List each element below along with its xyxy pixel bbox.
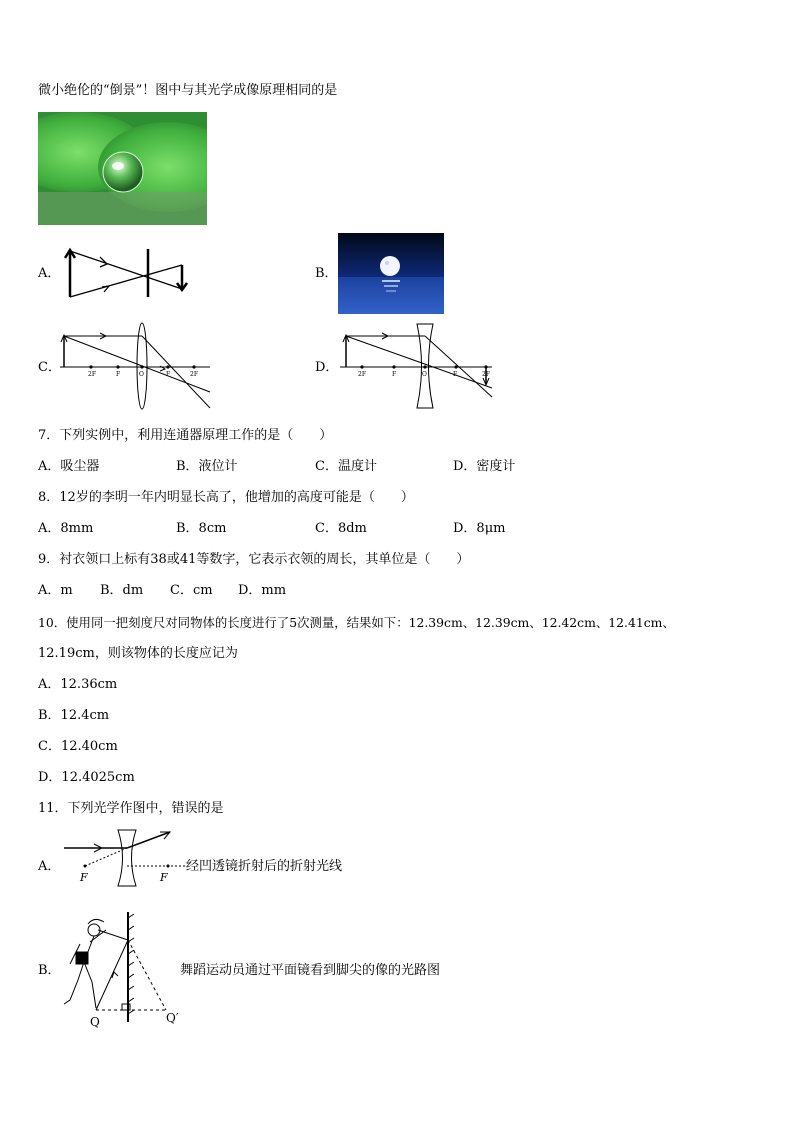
option-c-label: C． [38, 360, 61, 375]
q10-stem-line2: 12.19cm，则该物体的长度应记为 [38, 646, 238, 661]
q10-option-a: A．12.36cm [38, 677, 118, 692]
q11b-q: Q [90, 1015, 100, 1029]
option-b-label: B． [315, 266, 338, 281]
c-tick-f-left: F [116, 371, 121, 378]
q8-option-d: D．8μm [453, 521, 506, 536]
q9-option-b: B．dm [100, 583, 144, 598]
d-tick-2f-left: 2F [358, 371, 366, 378]
d-tick-o: O [422, 371, 427, 378]
q8-option-c: C．8dm [315, 521, 367, 536]
intro-question: 微小绝伦的“倒景”！图中与其光学成像原理相同的是 [38, 83, 338, 98]
c-tick-f-right: F [166, 371, 171, 378]
c-tick-2f-right: 2F [190, 371, 198, 378]
q10-option-d: D．12.4025cm [38, 770, 135, 785]
q9-option-c: C．cm [170, 583, 213, 598]
q11-option-b-label: B． [38, 963, 61, 978]
c-tick-2f-left: 2F [88, 371, 96, 378]
q7-option-a: A．吸尘器 [38, 459, 100, 474]
q10-option-c: C．12.40cm [38, 739, 118, 754]
q8-option-b: B．8cm [176, 521, 227, 536]
q7-option-c: C．温度计 [315, 459, 377, 474]
option-d-label: D． [315, 360, 339, 375]
q7-stem: 7．下列实例中，利用连通器原理工作的是（ ） [38, 428, 333, 443]
q8-stem: 8．12岁的李明一年内明显长高了，他增加的高度可能是（ ） [38, 490, 414, 505]
q7-option-b: B．液位计 [176, 459, 238, 474]
q9-option-a: A．m [38, 583, 73, 598]
q9-option-d: D．mm [238, 583, 287, 598]
d-tick-f-right: F [453, 371, 458, 378]
q11-option-a-label: A． [38, 859, 61, 874]
concave-lens-diagram [340, 322, 500, 412]
d-tick-2f-right: 2F [482, 371, 490, 378]
q7-option-d: D．密度计 [453, 459, 516, 474]
mirror-dancer-diagram [58, 900, 198, 1040]
q11-option-a-text: 经凹透镜折射后的折射光线 [186, 859, 343, 874]
d-tick-f-left: F [392, 371, 397, 378]
pinhole-diagram [62, 245, 192, 305]
q11a-f-right: F [160, 871, 168, 884]
option-a-label: A． [38, 266, 61, 281]
moon-reflection-photo [338, 233, 444, 314]
q11-option-b-text: 舞蹈运动员通过平面镜看到脚尖的像的光路图 [180, 963, 441, 978]
q9-stem: 9．衬衣领口上标有38或41等数字，它表示衣领的周长，其单位是（ ） [38, 552, 470, 567]
convex-lens-diagram [60, 322, 220, 412]
concave-lens-ray-diagram [60, 828, 190, 888]
leaf-droplet-photo [38, 112, 207, 225]
q8-option-a: A．8mm [38, 521, 94, 536]
c-tick-o: O [139, 371, 144, 378]
q11a-f-left: F [80, 871, 88, 884]
q10-stem-line1: 10．使用同一把刻度尺对同物体的长度进行了5次测量，结果如下：12.39cm、12.39cm、12.42cm、12.41cm、 [38, 615, 675, 630]
q11b-q-prime: Q′ [166, 1011, 179, 1025]
q10-option-b: B．12.4cm [38, 708, 110, 723]
q11-stem: 11．下列光学作图中，错误的是 [38, 801, 224, 816]
